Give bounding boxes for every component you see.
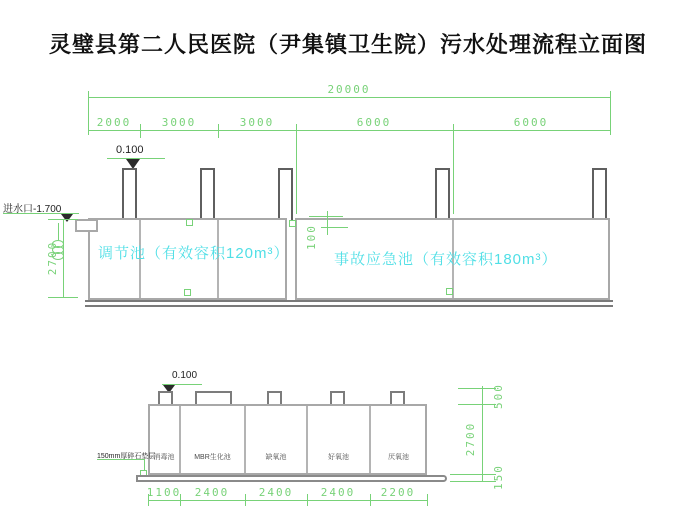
tank-divider xyxy=(244,406,246,473)
vent-column xyxy=(278,168,293,220)
compartment-label: MBR生化池 xyxy=(194,454,231,461)
dimension-tick xyxy=(48,297,78,298)
inlet-pipe xyxy=(75,219,98,232)
dimension-tick xyxy=(450,474,496,475)
tank2-label: 事故应急池（有效容积180m³） xyxy=(334,251,558,268)
dimension-tick xyxy=(245,494,246,506)
dimension-label: 20000 xyxy=(327,83,371,96)
dimension-label: 6000 xyxy=(513,116,549,129)
dimension-label: 6000 xyxy=(356,116,392,129)
dimension-tick xyxy=(450,481,496,482)
dimension-label: 2700 xyxy=(46,240,59,276)
opening-marker-icon xyxy=(289,220,296,227)
tank1-label: 调节池（有效容积120m³） xyxy=(98,245,290,262)
extension-line xyxy=(610,91,611,135)
dimension-label: 2400 xyxy=(320,486,356,499)
dimension-tick xyxy=(48,219,78,220)
dimension-label: 3000 xyxy=(239,116,275,129)
dimension-line xyxy=(88,130,610,131)
dimension-tick xyxy=(458,388,496,389)
inlet-label: 进水口-1.700 xyxy=(3,204,62,215)
extension-line xyxy=(296,124,297,214)
extension-line xyxy=(453,124,454,214)
compartment-label: 消毒池 xyxy=(153,454,175,461)
tank-divider xyxy=(369,406,371,473)
bedding-label: 150mm厚碎石垫层 xyxy=(97,453,156,460)
elevation-value: 0.100 xyxy=(116,144,144,156)
vent-column xyxy=(200,168,215,220)
extension-line xyxy=(88,91,89,135)
dimension-label: 1100 xyxy=(146,486,182,499)
vent-column xyxy=(592,168,607,220)
dimension-tick xyxy=(307,494,308,506)
dimension-line xyxy=(148,500,427,501)
dimension-tick xyxy=(218,124,219,138)
dimension-label: 2400 xyxy=(258,486,294,499)
dimension-label: 3000 xyxy=(161,116,197,129)
tank-divider xyxy=(179,406,181,473)
dimension-tick xyxy=(321,227,348,228)
dimension-tick xyxy=(427,494,428,506)
dimension-label: 2700 xyxy=(464,421,477,457)
vent-column xyxy=(122,168,137,220)
foundation-slab xyxy=(136,475,447,482)
opening-marker-icon xyxy=(186,219,193,226)
dimension-tick xyxy=(370,494,371,506)
compartment-label: 缺氧池 xyxy=(265,454,287,461)
dimension-label: 2000 xyxy=(96,116,132,129)
dimension-line xyxy=(482,386,483,482)
tank-divider xyxy=(306,406,308,473)
dimension-label: 150 xyxy=(492,464,505,490)
dimension-label: 500 xyxy=(492,383,505,409)
dimension-label: 2200 xyxy=(380,486,416,499)
dimension-tick xyxy=(140,124,141,138)
drawing-title: 灵璧县第二人民医院（尹集镇卫生院）污水处理流程立面图 xyxy=(48,32,647,57)
dimension-tick xyxy=(458,404,496,405)
opening-marker-icon xyxy=(446,288,453,295)
tank-base-slab xyxy=(85,300,613,307)
dimension-line xyxy=(88,97,610,98)
dimension-line xyxy=(327,211,328,235)
vent-column xyxy=(435,168,450,220)
leader-line xyxy=(97,459,145,460)
elevation-value: 0.100 xyxy=(172,370,198,381)
dimension-line xyxy=(63,219,64,297)
compartment-label: 好氧池 xyxy=(328,454,349,461)
dimension-label: 100 xyxy=(305,224,318,250)
treatment-tank-body xyxy=(148,404,427,475)
dimension-label: 2400 xyxy=(194,486,230,499)
compartment-label: 厌氧池 xyxy=(388,454,409,461)
opening-marker-icon xyxy=(184,289,191,296)
